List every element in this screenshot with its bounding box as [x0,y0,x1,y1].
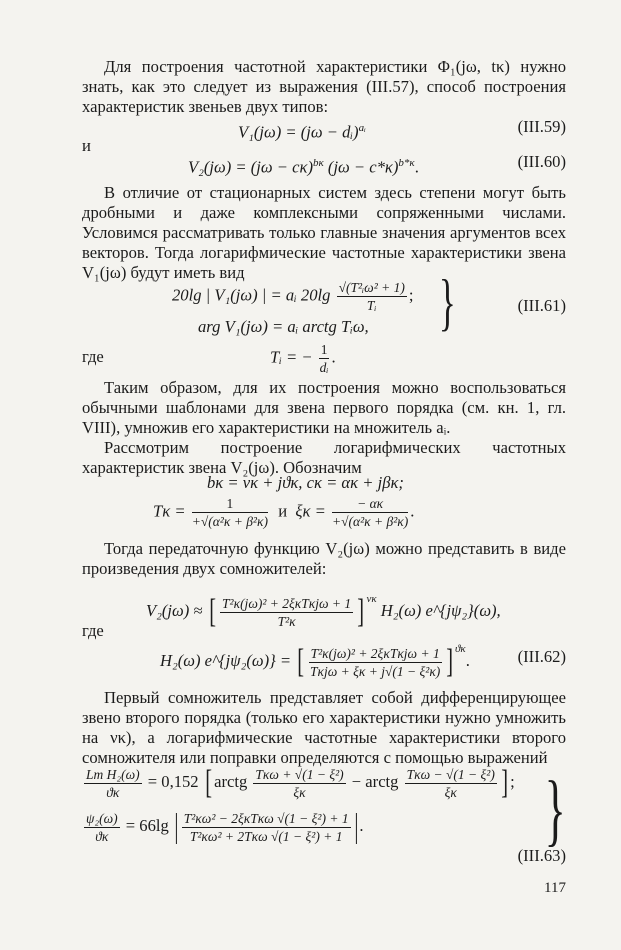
equation-iii63-phase: $\frac{\text{ψ₂(ω)}}{ϑ\kappa}$ = 66lg | $\frac{\text{T²κω² − 2ξκTκω √(1 − ξ²) + 1}}{\text{T²κω² + 2Tκω √(1 − ξ²) + 1}}$ |. [86,808,364,845]
where-label-2: где [82,621,104,640]
eq-number-iii59: (III.59) [517,117,566,136]
equation-iii63-magnitude: $\frac{\text{Lm H₂(ω)}}{ϑ\kappa}$ = 0,152 [ arctg $\frac{\text{Tκω + √(1 − ξ²)}}{\xi\kappa}$ − arctg $\frac{\text{Tκω − √(1 − ξ²)}}{\xi\kappa}$ ] ; [86,764,515,801]
conjunction-and: и [82,136,91,155]
paragraph-templates: Таким образом, для их построения можно воспользоваться обычными шаблонами для звена первого порядка (см. кн. 1, гл. VIII), умножив его характеристики на множитель aᵢ. [82,378,566,437]
equation-tk-xik: Tκ = $\frac{1}{\text{+√(α²κ + β²κ)}}$ и ξκ = $\frac{- \alpha\kappa}{\text{+√(α²κ + β²κ)}}$ . [153,496,415,529]
equation-ti: Tᵢ = − $\frac{1}{\text{dᵢ}}$ . [270,342,336,375]
page-number: 117 [544,880,566,896]
paragraph-intro: Для построения частотной характеристики Φ₁(jω, tκ) нужно знать, как это следует из выражения (III.57), способ построения характеристик звеньев двух типов: [82,57,566,116]
paragraph-v2-construction: Рассмотрим построение логарифмических частотных характеристик звена V₂(jω). Обозначим [82,438,566,477]
paragraph-fractional-powers: В отличие от стационарных систем здесь степени могут быть дробными и даже комплексными сопряженными числами. Условимся рассматривать только главные значения аргументов всех векторов. Тогда логарифмические частотные характеристики звена V₁(jω) будут иметь вид [82,183,566,282]
eq-number-iii60: (III.60) [517,152,566,171]
eq-number-iii61: (III.61) [517,296,566,315]
right-brace: } [438,266,456,337]
eq-number-iii63: (III.63) [517,846,566,865]
eq-number-iii62: (III.62) [517,647,566,666]
equation-iii59: V₁(jω) = (jω − dᵢ)$^{aᵢ}$ [238,122,366,142]
equation-iii61-phase: arg V₁(jω) = aᵢ arctg Tᵢω, [198,317,369,336]
right-brace-iii63: } [544,766,566,854]
paragraph-factorization: Тогда передаточную функцию V₂(jω) можно представить в виде произведения двух сомножителей: [82,539,566,578]
equation-v2-product: V₂(jω) ≈ [ $\frac{\text{T²κ(jω)² + 2ξκTκjω + 1}}{\text{T²κ}}$ ] $^{\nu\kappa}$ H₂(ω) e^{jψ₂}(ω), [146,593,501,631]
equation-iii61-magnitude: 20lg | V₁(jω) | = aᵢ 20lg $\frac{\text{√(T²ᵢω² + 1)}}{\text{Tᵢ}}$ ; [172,280,414,313]
equation-bk-ck: bκ = νκ + jϑκ, cκ = ακ + jβκ; [207,473,404,492]
paragraph-first-factor: Первый сомножитель представляет собой дифференцирующее звено второго порядка (только его характеристики нужно умножить на νκ), а логарифмические частотные характеристики второго сомножителя или поправки определяются с помощью выражений [82,688,566,767]
where-label-1: где [82,347,104,366]
equation-iii60: $V_2(j\omega) = (j\omega - c\kappa)^{b\kappa}$ $(j\omega - c*\kappa)^{b*\kappa}$. [188,157,419,177]
equation-iii62: H₂(ω) e^{jψ₂(ω)} = [ $\frac{\text{T²κ(jω)² + 2ξκTκjω + 1}}{\text{Tκjω + ξκ + j√(1 − ξ²κ)}}$ ] $^{ϑ\kappa}$. [160,643,470,681]
